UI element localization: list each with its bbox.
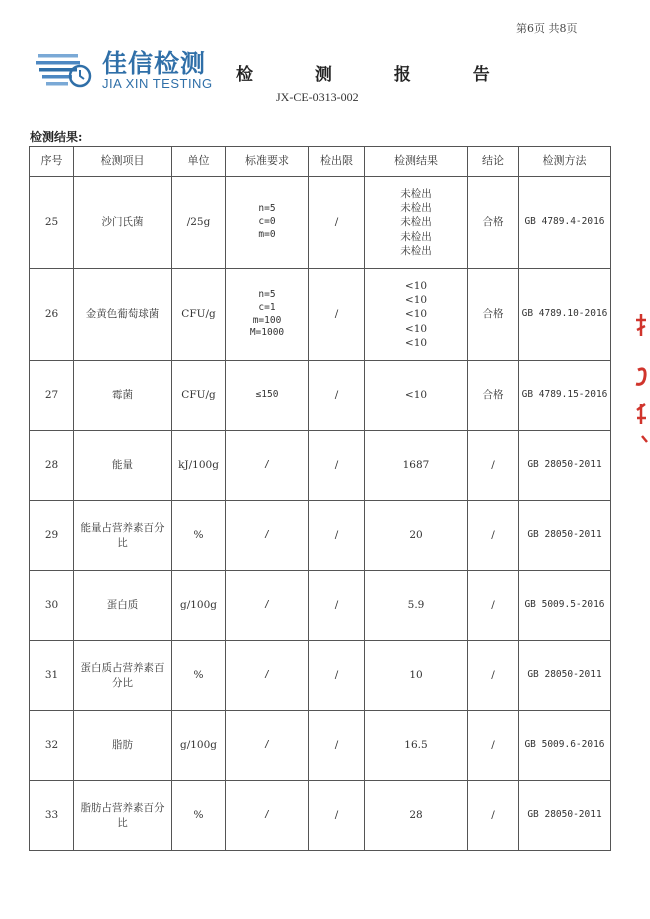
cell-limit: / xyxy=(309,269,365,361)
cell-unit: kJ/100g xyxy=(172,431,226,501)
cell-unit: % xyxy=(172,641,226,711)
col-header-conclusion: 结论 xyxy=(468,147,519,177)
table-row xyxy=(30,571,611,641)
results-table xyxy=(29,146,611,851)
cell-unit: % xyxy=(172,501,226,571)
cell-unit: CFU/g xyxy=(172,269,226,361)
logo-text-en: JIA XIN TESTING xyxy=(102,76,213,91)
cell-limit: / xyxy=(309,177,365,269)
cell-requirement xyxy=(226,641,309,711)
cell-item: 能量占营养素百分比 xyxy=(74,501,172,571)
cell-item: 霉菌 xyxy=(74,361,172,431)
cell-limit: / xyxy=(309,431,365,501)
cell-method: GB 5009.6-2016 xyxy=(519,711,611,781)
cell-result-line: <10 xyxy=(404,322,428,335)
cell-result-line: <10 xyxy=(404,336,428,349)
cell-limit: / xyxy=(309,711,365,781)
table-row xyxy=(30,501,611,571)
cell-conclusion: / xyxy=(468,501,519,571)
table-row xyxy=(30,641,611,711)
cell-requirement xyxy=(226,177,309,269)
cell-result-line: 5.9 xyxy=(407,599,425,612)
cell-requirement-line: ≤150 xyxy=(255,389,279,401)
cell-result xyxy=(365,501,468,571)
company-logo xyxy=(36,44,226,94)
cell-requirement-line: n=5 xyxy=(258,203,276,215)
cell-result xyxy=(365,711,468,781)
cell-limit: / xyxy=(309,571,365,641)
cell-unit: /25g xyxy=(172,177,226,269)
cell-method: GB 4789.10-2016 xyxy=(519,269,611,361)
red-stamp-fragment xyxy=(632,300,650,450)
cell-result xyxy=(365,641,468,711)
cell-method: GB 4789.4-2016 xyxy=(519,177,611,269)
cell-requirement-line: m=0 xyxy=(258,228,276,240)
cell-conclusion: / xyxy=(468,641,519,711)
cell-item: 能量 xyxy=(74,431,172,501)
table-row xyxy=(30,781,611,851)
report-number: JX-CE-0313-002 xyxy=(276,90,359,104)
cell-result xyxy=(365,269,468,361)
col-header-limit: 检出限 xyxy=(309,147,365,177)
cell-conclusion: 合格 xyxy=(468,177,519,269)
cell-result xyxy=(365,781,468,851)
cell-conclusion: / xyxy=(468,781,519,851)
cell-requirement xyxy=(226,571,309,641)
cell-unit: % xyxy=(172,781,226,851)
cell-requirement-line: / xyxy=(264,809,270,821)
cell-no: 25 xyxy=(30,177,74,269)
cell-result-line: 1687 xyxy=(402,459,430,472)
cell-method: GB 5009.5-2016 xyxy=(519,571,611,641)
report-title: 检 测 报 告 xyxy=(236,65,518,85)
cell-conclusion: 合格 xyxy=(468,269,519,361)
cell-item: 蛋白质 xyxy=(74,571,172,641)
table-row xyxy=(30,361,611,431)
cell-no: 29 xyxy=(30,501,74,571)
cell-conclusion: / xyxy=(468,571,519,641)
cell-unit: g/100g xyxy=(172,711,226,781)
cell-conclusion: / xyxy=(468,431,519,501)
cell-method: GB 28050-2011 xyxy=(519,781,611,851)
table-row xyxy=(30,431,611,501)
col-header-method: 检测方法 xyxy=(519,147,611,177)
col-header-result: 检测结果 xyxy=(365,147,468,177)
col-header-requirement: 标准要求 xyxy=(226,147,309,177)
cell-result-line: <10 xyxy=(404,389,428,402)
cell-result-line: 未检出 xyxy=(400,244,432,257)
col-header-item: 检测项目 xyxy=(74,147,172,177)
table-row xyxy=(30,711,611,781)
cell-limit: / xyxy=(309,641,365,711)
cell-result-line: 20 xyxy=(409,529,423,542)
cell-result xyxy=(365,177,468,269)
cell-method: GB 28050-2011 xyxy=(519,501,611,571)
cell-item: 蛋白质占营养素百分比 xyxy=(74,641,172,711)
cell-requirement-line: n=5 xyxy=(258,288,276,300)
cell-result-line: 16.5 xyxy=(404,739,428,752)
cell-requirement xyxy=(226,269,309,361)
cell-item: 金黄色葡萄球菌 xyxy=(74,269,172,361)
cell-no: 27 xyxy=(30,361,74,431)
cell-no: 33 xyxy=(30,781,74,851)
cell-requirement-line: / xyxy=(264,669,270,681)
section-title: 检测结果: xyxy=(30,130,83,144)
cell-requirement xyxy=(226,361,309,431)
cell-result-line: 未检出 xyxy=(400,202,432,215)
cell-result xyxy=(365,361,468,431)
cell-result-line: 28 xyxy=(409,809,423,822)
cell-requirement xyxy=(226,711,309,781)
cell-no: 28 xyxy=(30,431,74,501)
cell-conclusion: / xyxy=(468,711,519,781)
cell-requirement xyxy=(226,501,309,571)
cell-method: GB 28050-2011 xyxy=(519,641,611,711)
cell-result-line: 未检出 xyxy=(400,230,432,243)
cell-no: 32 xyxy=(30,711,74,781)
cell-limit: / xyxy=(309,501,365,571)
col-header-unit: 单位 xyxy=(172,147,226,177)
cell-requirement-line: / xyxy=(264,599,270,611)
cell-unit: CFU/g xyxy=(172,361,226,431)
cell-requirement-line: / xyxy=(264,459,270,471)
cell-item: 脂肪占营养素百分比 xyxy=(74,781,172,851)
col-header-no: 序号 xyxy=(30,147,74,177)
cell-conclusion: 合格 xyxy=(468,361,519,431)
logo-text-cn: 佳信检测 xyxy=(102,49,207,78)
cell-limit: / xyxy=(309,781,365,851)
cell-requirement-line: m=100 xyxy=(252,314,282,326)
cell-requirement xyxy=(226,431,309,501)
cell-method: GB 4789.15-2016 xyxy=(519,361,611,431)
cell-result-line: 未检出 xyxy=(400,216,432,229)
table-row xyxy=(30,269,611,361)
cell-method: GB 28050-2011 xyxy=(519,431,611,501)
cell-item: 脂肪 xyxy=(74,711,172,781)
cell-result xyxy=(365,571,468,641)
cell-unit: g/100g xyxy=(172,571,226,641)
cell-result-line: <10 xyxy=(404,280,428,293)
cell-result-line: <10 xyxy=(404,294,428,307)
page-number: 第6页 共8页 xyxy=(516,22,578,35)
cell-requirement xyxy=(226,781,309,851)
cell-no: 26 xyxy=(30,269,74,361)
cell-requirement-line: / xyxy=(264,739,270,751)
cell-requirement-line: M=1000 xyxy=(249,327,285,339)
cell-requirement-line: c=0 xyxy=(258,216,276,228)
table-header-row xyxy=(30,147,611,177)
cell-no: 31 xyxy=(30,641,74,711)
cell-requirement-line: / xyxy=(264,529,270,541)
cell-result-line: 10 xyxy=(409,669,423,682)
cell-result xyxy=(365,431,468,501)
logo-mark-icon xyxy=(36,46,94,90)
cell-item: 沙门氏菌 xyxy=(74,177,172,269)
cell-requirement-line: c=1 xyxy=(258,301,276,313)
cell-result-line: <10 xyxy=(404,308,428,321)
table-row xyxy=(30,177,611,269)
cell-no: 30 xyxy=(30,571,74,641)
cell-limit: / xyxy=(309,361,365,431)
cell-result-line: 未检出 xyxy=(400,188,432,201)
